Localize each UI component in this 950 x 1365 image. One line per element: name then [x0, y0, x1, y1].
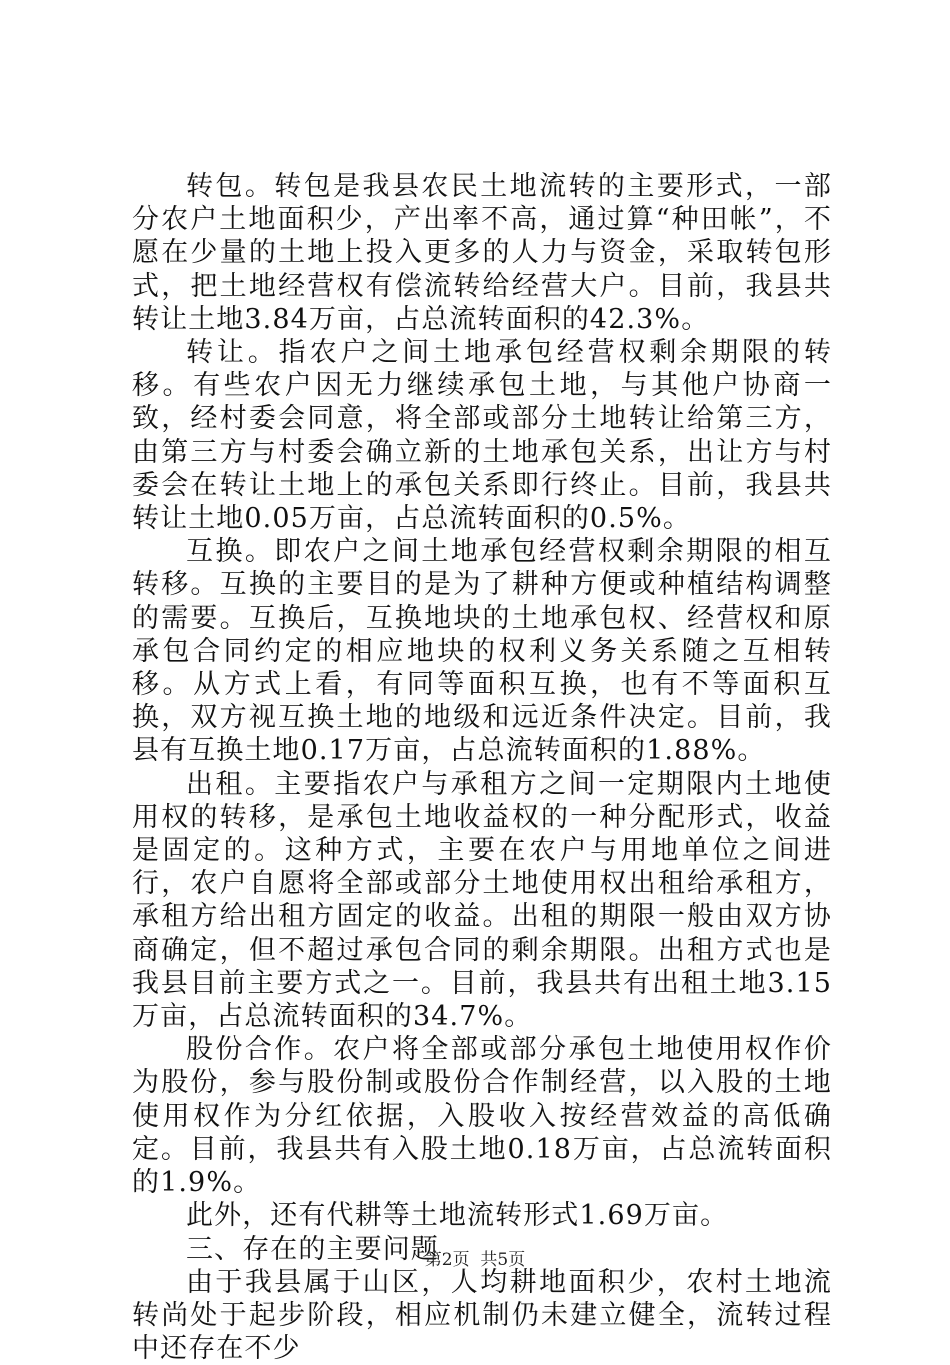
paragraph-subcontracting: 转包。转包是我县农民土地流转的主要形式，一部分农户土地面积少，产出率不高，通过算“种田帐”，不愿在少量的土地上投入更多的人力与资金，采取转包形式，把土地经营权有偿流转给经营大户。目前，我县共转让土地3.84万亩，占总流转面积的42.3%。 — [132, 171, 832, 335]
paragraph-shareholding: 股份合作。农户将全部或部分承包土地使用权作价为股份，参与股份制或股份合作制经营，以入股的土地使用权作为分红依据，入股收入按经营效益的高低确定。目前，我县共有入股土地0.18万亩，占总流转面积的1.9%。 — [132, 1034, 832, 1199]
paragraph-problems-intro: 由于我县属于山区，人均耕地面积少，农村土地流转尚处于起步阶段，相应机制仍未建立健全，流转过程中还存在不少 — [132, 1266, 832, 1365]
paragraph-other-forms: 此外，还有代耕等土地流转形式1.69万亩。 — [186, 1200, 729, 1232]
paragraph-exchange: 互换。即农户之间土地承包经营权剩余期限的相互转移。互换的主要目的是为了耕种方便或种植结构调整的需要。互换后，互换地块的土地承包权、经营权和原承包合同约定的相应地块的权利义务关系随之互相转移。从方式上看，有同等面积互换，也有不等面积互换，双方视互换土地的地级和远近条件决定。目前，我县有互换土地0.17万亩，占总流转面积的1.88%。 — [132, 536, 832, 767]
page-footer — [0, 1245, 950, 1270]
paragraph-transfer: 转让。指农户之间土地承包经营权剩余期限的转移。有些农户因无力继续承包土地，与其他户协商一致，经村委会同意，将全部或部分土地转让给第三方，由第三方与村委会确立新的土地承包关系，出让方与村委会在转让土地上的承包关系即行终止。目前，我县共转让土地0.05万亩，占总流转面积的0.5%。 — [132, 337, 832, 535]
page-number: 第2页 共5页 — [424, 1250, 526, 1270]
section-heading-problems: 三、存在的主要问题 — [186, 1233, 439, 1265]
document-body — [132, 170, 832, 1365]
paragraph-lease: 出租。主要指农户与承租方之间一定期限内土地使用权的转移，是承包土地收益权的一种分配形式，收益是固定的。这种方式，主要在农户与用地单位之间进行，农户自愿将全部或部分土地使用权出租给承租方，承租方给出租方固定的收益。出租的期限一般由双方协商确定，但不超过承包合同的剩余期限。出租方式也是我县目前主要方式之一。目前，我县共有出租土地3.15万亩，占总流转面积的34.7%。 — [132, 768, 832, 1033]
